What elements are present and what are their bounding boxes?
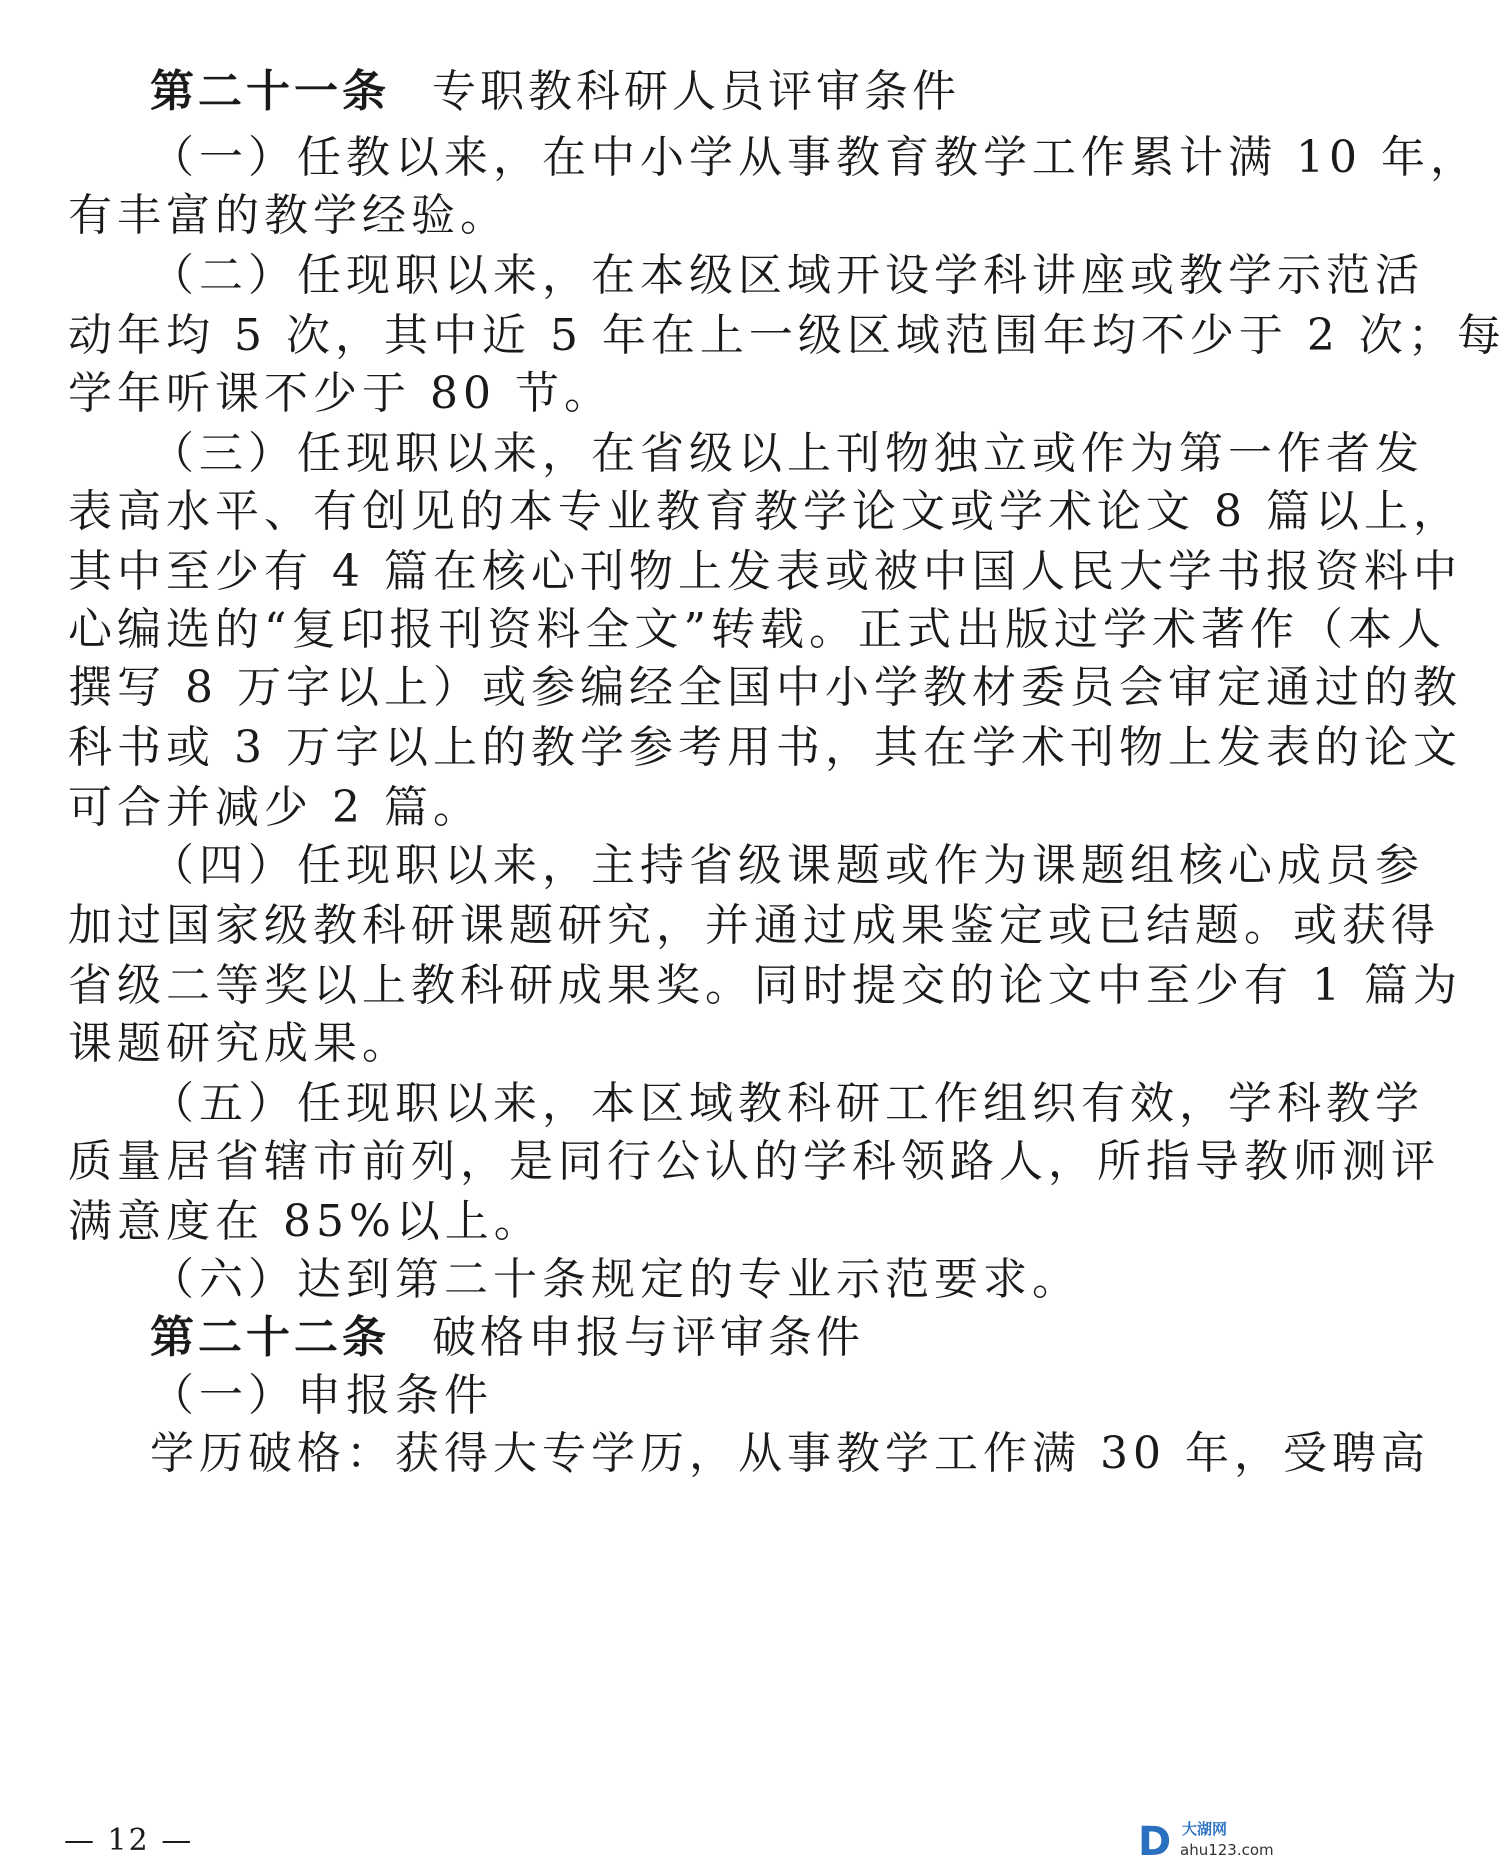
paragraph-line: 省级二等奖以上教科研成果奖。同时提交的论文中至少有 1 篇为 [68,960,1462,1011]
article-21-heading [150,62,960,122]
paragraph-line: （一）申报条件 [150,1370,493,1421]
paragraph-line: 心编选的“复印报刊资料全文”转载。正式出版过学术著作（本人 [68,604,1446,655]
paragraph-line: 科书或 3 万字以上的教学参考用书，其在学术刊物上发表的论文 [68,722,1462,773]
paragraph-line: 可合并减少 2 篇。 [68,782,482,833]
site-watermark [1138,1818,1274,1866]
watermark-logo-letter: D [1138,1819,1172,1865]
paragraph-line: 表高水平、有创见的本专业教育教学论文或学术论文 8 篇以上， [68,486,1462,537]
paragraph-line: 动年均 5 次，其中近 5 年在上一级区域范围年均不少于 2 次；每 [68,310,1506,361]
paragraph-line: （一）任教以来，在中小学从事教育教学工作累计满 10 年， [150,132,1479,183]
paragraph-line: （二）任现职以来，在本级区域开设学科讲座或教学示范活 [150,250,1424,301]
paragraph-line: （三）任现职以来，在省级以上刊物独立或作为第一作者发 [150,428,1424,479]
paragraph-line: 其中至少有 4 篇在核心刊物上发表或被中国人民大学书报资料中 [68,546,1462,597]
watermark-site-name: 大湖网 [1182,1820,1228,1838]
paragraph-line: 学年听课不少于 80 节。 [68,368,613,419]
paragraph-line: （六）达到第二十条规定的专业示范要求。 [150,1254,1081,1305]
paragraph-line: 加过国家级教科研课题研究，并通过成果鉴定或已结题。或获得 [68,900,1440,951]
article-21-number: 第二十一条 [150,66,390,117]
watermark-site-url: ahu123.com [1180,1841,1274,1859]
paragraph-line: 满意度在 85%以上。 [68,1196,543,1247]
paragraph-line: （四）任现职以来，主持省级课题或作为课题组核心成员参 [150,840,1424,891]
paragraph-line: （五）任现职以来，本区域教科研工作组织有效，学科教学 [150,1078,1424,1129]
page-number: — 12 — [64,1823,194,1858]
article-22-number: 第二十二条 [150,1312,390,1363]
paragraph-line: 课题研究成果。 [68,1018,411,1069]
article-21-title: 专职教科研人员评审条件 [432,66,960,117]
article-22-title: 破格申报与评审条件 [432,1312,864,1363]
paragraph-line: 质量居省辖市前列，是同行公认的学科领路人，所指导教师测评 [68,1136,1440,1187]
paragraph-line: 撰写 8 万字以上）或参编经全国中小学教材委员会审定通过的教 [68,662,1462,713]
paragraph-line: 有丰富的教学经验。 [68,190,509,241]
article-22-heading [150,1308,864,1368]
paragraph-line: 学历破格：获得大专学历，从事教学工作满 30 年，受聘高 [150,1428,1430,1479]
